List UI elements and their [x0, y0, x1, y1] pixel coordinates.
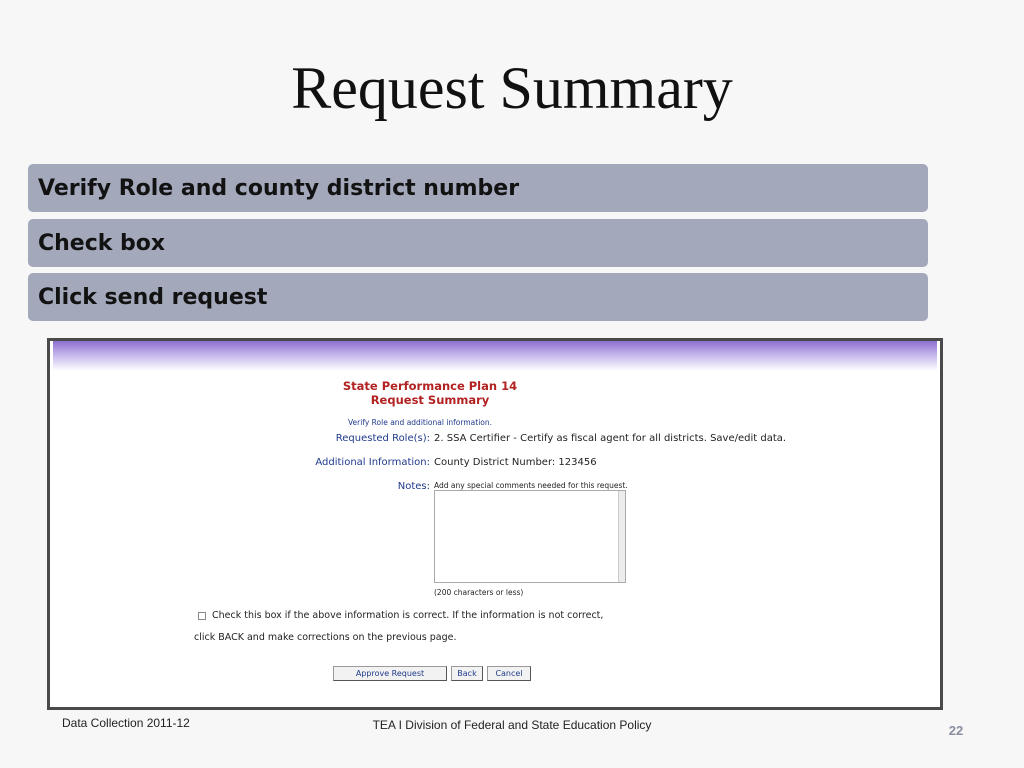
- footer-organization: TEA I Division of Federal and State Education Policy: [372, 718, 652, 732]
- back-button[interactable]: Back: [451, 666, 483, 681]
- form-title-plan: State Performance Plan 14: [342, 379, 518, 393]
- notes-label: Notes:: [397, 481, 430, 492]
- bullet-check-box: [28, 219, 928, 267]
- confirm-text-line2: click BACK and make corrections on the previous page.: [194, 632, 457, 643]
- slide-title: Request Summary: [291, 55, 733, 121]
- additional-info-value: County District Number: 123456: [434, 457, 597, 468]
- confirm-checkbox[interactable]: [198, 612, 206, 620]
- form-header-band: [53, 341, 937, 371]
- notes-scrollbar[interactable]: [618, 491, 625, 582]
- form-instruction: Verify Role and additional information.: [348, 418, 493, 427]
- cancel-button[interactable]: Cancel: [487, 666, 531, 681]
- bullet-label: Verify Role and county district number: [38, 175, 520, 201]
- notes-textarea[interactable]: [434, 490, 626, 583]
- bullet-verify-role: [28, 164, 928, 212]
- notes-char-limit: (200 characters or less): [434, 588, 524, 597]
- footer-date: Data Collection 2011-12: [62, 716, 190, 730]
- bullet-label: Click send request: [38, 284, 268, 310]
- page-number: 22: [948, 723, 964, 738]
- requested-roles-label: Requested Role(s):: [335, 433, 430, 444]
- additional-info-label: Additional Information:: [315, 457, 430, 468]
- bullet-label: Check box: [38, 230, 166, 256]
- confirm-text-line1: Check this box if the above information is correct. If the information is not correct,: [212, 610, 604, 621]
- notes-hint: Add any special comments needed for this request.: [434, 481, 628, 490]
- request-summary-screenshot: [47, 338, 943, 710]
- requested-roles-value: 2. SSA Certifier - Certify as fiscal agent for all districts. Save/edit data.: [434, 433, 787, 444]
- form-title-summary: Request Summary: [370, 393, 490, 407]
- bullet-click-send-request: [28, 273, 928, 321]
- approve-request-button[interactable]: Approve Request: [333, 666, 447, 681]
